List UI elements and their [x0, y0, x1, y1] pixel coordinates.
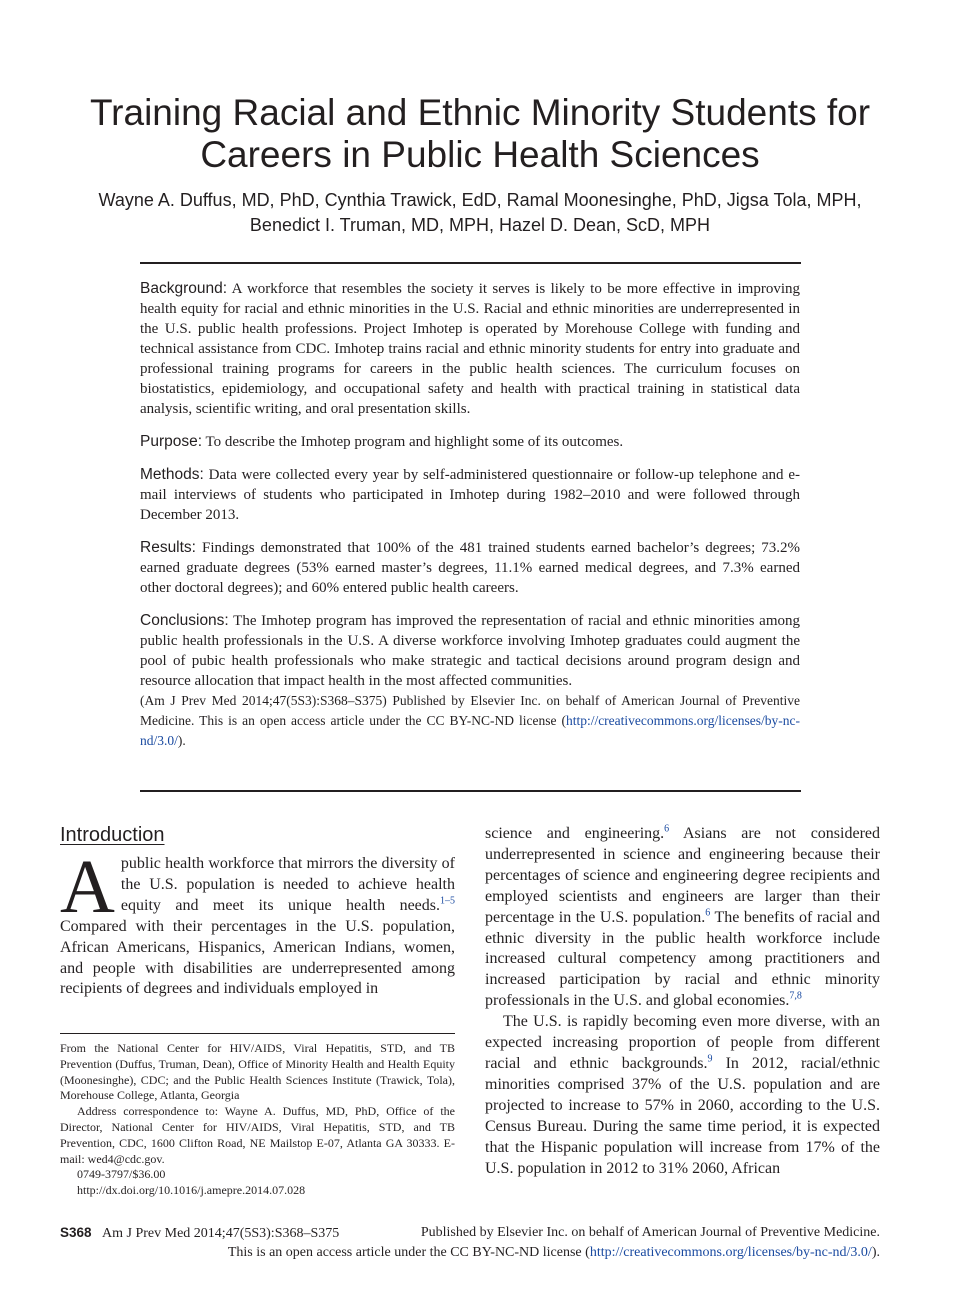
background-text: A workforce that resembles the society it serves is likely to be more effective in improving health equity for racial and ethnic minorities in the U.S. Racial and ethnic minorities are underrepresented in the U.S. public health professions. Project Imhotep is operated by Morehouse College with funding and technical assistance from CDC. Imhotep trains racial and ethnic minority students for entry into graduate and professional training programs for careers in the public health sciences. The curriculum focuses on biostatistics, epidemiology, and occupational safety and health with practical training in statistical data analysis, scientific writing, and oral presentation skills. — [140, 281, 800, 417]
reference-link-1-5[interactable]: 1–5 — [440, 895, 455, 907]
affiliation-note: From the National Center for HIV/AIDS, Viral Hepatitis, STD, and TB Prevention (Duffus, Truman, Dean), Office of Minority Health and Health Equity (Moonesinghe), CDC; and the Public Health Sciences Institute (Trawick, Tola), Morehouse College, Atlanta, Georgia — [60, 1041, 455, 1103]
methods-text: Data were collected every year by self-administered questionnaire or follow-up telephone and e-mail interviews of students who participated in Imhotep during 1982–2010 and were followed through December 2013. — [140, 467, 801, 523]
footer-license-close-paren: ). — [871, 1245, 880, 1260]
reference-link-9[interactable]: 9 — [707, 1053, 713, 1065]
purpose-text: To describe the Imhotep program and highlight some of its outcomes. — [205, 434, 624, 450]
reference-link-6b[interactable]: 6 — [705, 907, 711, 919]
abstract-background — [140, 279, 800, 419]
article-title: Training Racial and Ethnic Minority Students for Careers in Public Health Sciences — [89, 92, 871, 175]
drop-cap: A — [60, 845, 115, 929]
published-by: Published by Elsevier Inc. on behalf of American Journal of Preventive Medicine. — [420, 1225, 880, 1240]
footer-line-1 — [60, 1223, 880, 1243]
right-column — [485, 824, 880, 1179]
footer-line-2 — [60, 1243, 880, 1262]
footer-license-text: This is an open access article under the CC BY-NC-ND license — [227, 1245, 582, 1260]
intro-text-1c: science and engineering. — [485, 825, 665, 842]
citation-close-paren: ). — [177, 733, 186, 748]
author-list — [40, 188, 920, 238]
introduction-paragraph-1-start — [60, 845, 455, 1000]
conclusions-label: Conclusions: — [140, 612, 229, 629]
methods-label: Methods: — [140, 466, 204, 483]
introduction-heading: Introduction — [60, 824, 165, 846]
citation-license-link[interactable]: http://creativecommons.org/licenses/by-nc-nd/3.0/ — [140, 713, 800, 748]
citation-text: (Am J Prev Med 2014;47(5S3):S368–S375) Published by Elsevier Inc. on behalf of American Journal of Preventive Medicine. This is an open access article under the CC BY-NC-ND license — [140, 693, 800, 728]
abstract — [140, 279, 800, 751]
page-footer — [60, 1223, 880, 1262]
abstract-conclusions — [140, 611, 800, 691]
abstract-bottom-rule — [140, 790, 801, 792]
abstract-methods — [140, 465, 800, 525]
authors-line-1: Wayne A. Duffus, MD, PhD, Cynthia Trawick, EdD, Ramal Moonesinghe, PhD, Jigsa Tola, MPH, — [98, 190, 862, 210]
journal-reference: Am J Prev Med 2014;47(5S3):S368–S375 — [102, 1226, 340, 1241]
footer-left — [60, 1223, 339, 1243]
citation — [140, 691, 800, 751]
correspondence-note: Address correspondence to: Wayne A. Duffus, MD, PhD, Office of the Director, National Center for HIV/AIDS, Viral Hepatitis, STD, and TB Prevention, CDC, 1600 Clifton Road, NE Mailstop E-07, Atlanta GA 30333. E-mail: wed4@cdc.gov. — [60, 1104, 455, 1166]
results-text: Findings demonstrated that 100% of the 481 trained students earned bachelor’s degrees; 73.2% earned graduate degrees (53% earned master’s degrees, 11.1% earned medical degrees, and 7.3% earned other doctoral degrees); and 60% entered public health careers. — [140, 540, 801, 596]
abstract-purpose — [140, 432, 800, 452]
abstract-results — [140, 538, 800, 598]
introduction-paragraph-1-continued — [485, 824, 880, 1012]
issn-price: 0749-3797/$36.00 — [77, 1167, 166, 1182]
intro-text-2b: In 2012, racial/ethnic minorities comprised 37% of the U.S. population and are projected to increase to 57% in 2060, according to the U.S. Census Bureau. During the same time period, it is expected that the Hispanic population will increase from 17% of the U.S. population in 2012 to 31% 2060, African — [485, 1054, 881, 1177]
background-label: Background: — [140, 280, 228, 297]
purpose-label: Purpose: — [140, 433, 203, 450]
citation-open-paren: ( — [561, 713, 566, 728]
intro-text-2a: The U.S. is rapidly becoming even more diverse, with an expected increasing proportion of people from different racial and ethnic backgrounds. — [485, 1013, 880, 1072]
intro-text-1e: The benefits of racial and ethnic diversity in the public health workforce include increased cultural competency among practitioners and increased participation by racial and ethnic minority professionals in the U.S. and global economies. — [485, 908, 880, 1010]
intro-text-1b: Compared with their percentages in the U.S. population, African Americans, Hispanics, American Indians, women, and people with disabilities are underrepresented among recipients of degrees and individuals employed in — [60, 917, 455, 998]
conclusions-text: The Imhotep program has improved the representation of racial and ethnic minorities among public health professionals in the U.S. A diverse workforce involving Imhotep graduates could augment the pool of pubic health professionals who make strategic and tactical decisions around program design and resource allocation that impact health in the most affected communities. — [140, 613, 801, 689]
footnote-rule — [60, 1033, 455, 1034]
page-number: S368 — [60, 1225, 92, 1240]
intro-text-1d: Asians are not considered underrepresented in science and engineering because their percentages of science and engineering degree recipients and employed scientists and engineers are larger than their percentage in the U.S. population. — [485, 825, 881, 926]
reference-link-7-8[interactable]: 7,8 — [789, 990, 802, 1002]
footnotes — [60, 1041, 455, 1199]
doi-link[interactable]: http://dx.doi.org/10.1016/j.amepre.2014.07.028 — [77, 1183, 306, 1198]
abstract-top-rule — [140, 262, 801, 264]
footer-license-link[interactable]: http://creativecommons.org/licenses/by-nc-nd/3.0/ — [589, 1245, 872, 1260]
intro-text-1a: public health workforce that mirrors the diversity of the U.S. population is needed to achieve health equity and meet its unique health needs. — [120, 855, 455, 914]
introduction-paragraph-2 — [485, 1012, 880, 1179]
results-label: Results: — [140, 539, 196, 556]
left-column — [60, 822, 455, 1000]
reference-link-6[interactable]: 6 — [664, 823, 670, 835]
authors-line-2: Benedict I. Truman, MD, MPH, Hazel D. Dean, ScD, MPH — [249, 215, 711, 235]
footer-license-open-paren: ( — [585, 1245, 590, 1260]
